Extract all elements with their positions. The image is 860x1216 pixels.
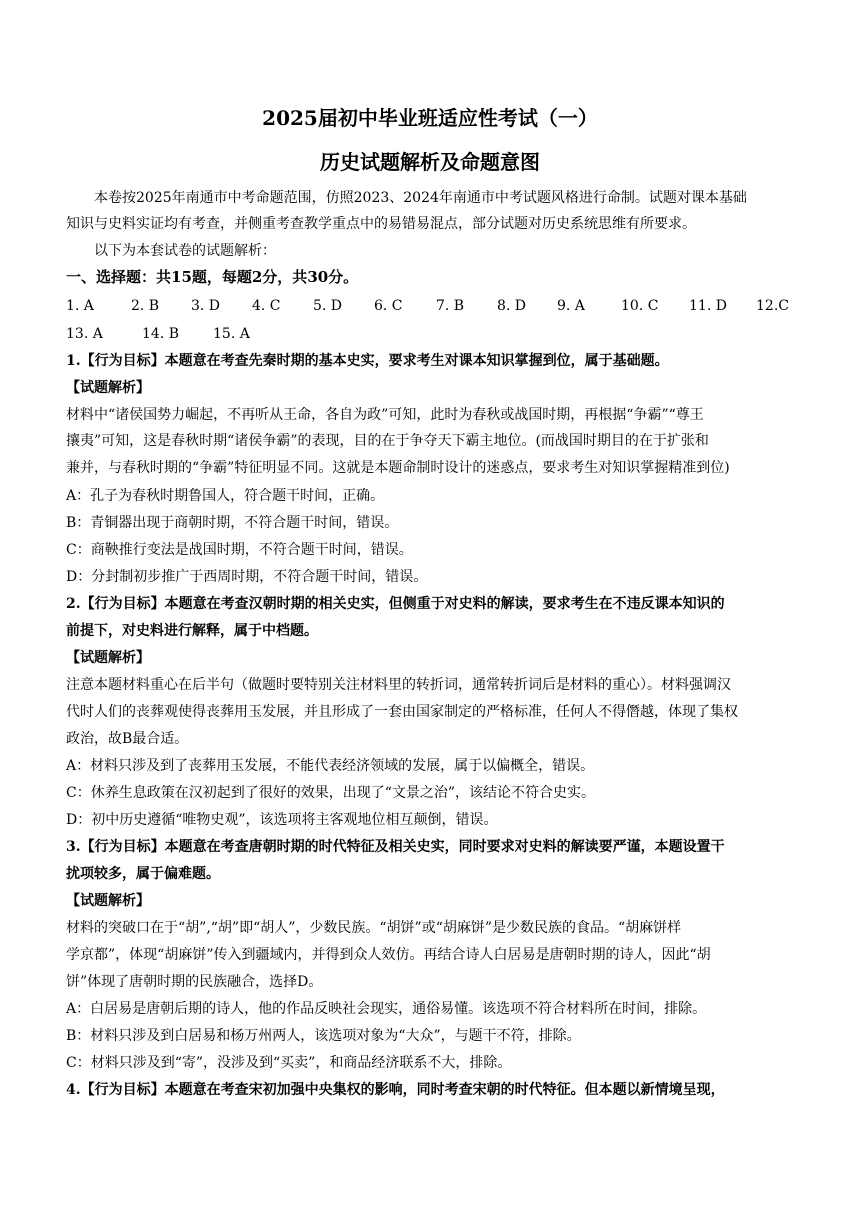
q1-analysis-heading: 【试题解析】 <box>66 380 150 396</box>
q2-option-a: A：材料只涉及到了丧葬用玉发展，不能代表经济领域的发展，属于以偏概全，错误。 <box>66 758 595 774</box>
intro-line: 以下为本套试卷的试题解析： <box>94 243 276 259</box>
answer-item: 2. B <box>131 298 160 314</box>
answer-item: 7. B <box>436 298 465 314</box>
q1-option-c: C：商鞅推行变法是战国时期，不符合题干时间，错误。 <box>66 542 413 558</box>
q2-body-line: 代时人们的丧葬观使得丧葬用玉发展，并且形成了一套由国家制定的严格标准，任何人不得僭越，体现了集权 <box>66 704 738 720</box>
q2-analysis-heading: 【试题解析】 <box>66 650 150 666</box>
answer-item: 9. A <box>557 298 585 314</box>
q1-body-line: 攘夷”可知，这是春秋时期“诸侯争霸”的表现，目的在于争夺天下霸主地位。(而战国时期目的在于扩张和 <box>66 433 709 449</box>
q3-option-c: C：材料只涉及到“寄”，没涉及到“买卖”，和商品经济联系不大，排除。 <box>66 1055 512 1071</box>
answer-item: 13. A <box>66 326 103 342</box>
q1-goal: 1.【行为目标】本题意在考查先秦时期的基本史实，要求考生对课本知识掌握到位，属于基础题。 <box>66 353 669 369</box>
intro-line: 本卷按2025年南通市中考命题范围，仿照2023、2024年南通市中考试题风格进行命制。试题对课本基础 <box>94 190 747 206</box>
q2-option-c: C：休养生息政策在汉初起到了很好的效果，出现了“文景之治”，该结论不符合史实。 <box>66 785 596 801</box>
q3-goal-line: 扰项较多，属于偏难题。 <box>66 866 220 882</box>
q2-body-line: 注意本题材料重心在后半句（做题时要特别关注材料里的转折词，通常转折词后是材料的重心）。材料强调汉 <box>66 677 731 693</box>
answer-item: 12.C <box>756 298 789 314</box>
q1-body-line: 材料中“诸侯国势力崛起，不再听从王命，各自为政”可知，此时为春秋或战国时期，再根据“争霸”“尊王 <box>66 407 704 423</box>
q2-goal-line: 2.【行为目标】本题意在考查汉朝时期的相关史实，但侧重于对史料的解读，要求考生在不违反课本知识的 <box>66 596 725 612</box>
q2-option-d: D：初中历史遵循“唯物史观”，该选项将主客观地位相互颠倒，错误。 <box>66 812 498 828</box>
q2-goal-line: 前提下，对史料进行解释，属于中档题。 <box>66 623 318 639</box>
q3-body-line: 饼”体现了唐朝时期的民族融合，选择D。 <box>66 974 323 990</box>
answer-item: 15. A <box>213 326 250 342</box>
q3-option-a: A：白居易是唐朝后期的诗人，他的作品反映社会现实，通俗易懂。该选项不符合材料所在时间，排除。 <box>66 1001 707 1017</box>
answer-item: 1. A <box>66 298 94 314</box>
page-title: 2025届初中毕业班适应性考试（一） <box>262 106 598 130</box>
q1-option-b: B：青铜器出现于商朝时期，不符合题干时间，错误。 <box>66 515 399 531</box>
q3-option-b: B：材料只涉及到白居易和杨万州两人，该选项对象为“大众”，与题干不符，排除。 <box>66 1028 581 1044</box>
q3-body-line: 材料的突破口在于“胡”,“胡”即“胡人”，少数民族。“胡饼”或“胡麻饼”是少数民族的食品。“胡麻饼样 <box>66 920 682 936</box>
q3-analysis-heading: 【试题解析】 <box>66 893 150 909</box>
answer-item: 5. D <box>313 298 343 314</box>
section-heading: 一、选择题：共15题，每题2分，共30分。 <box>66 268 359 286</box>
answer-item: 11. D <box>689 298 727 314</box>
q3-goal-line: 3.【行为目标】本题意在考查唐朝时期的时代特征及相关史实，同时要求对史料的解读要严谨，本题设置干 <box>66 839 725 855</box>
q1-option-a: A：孔子为春秋时期鲁国人，符合题干时间，正确。 <box>66 488 385 504</box>
q3-body-line: 学京都”，体现“胡麻饼”传入到疆域内，并得到众人效仿。再结合诗人白居易是唐朝时期的诗人，因此“胡 <box>66 947 711 963</box>
answer-item: 14. B <box>142 326 180 342</box>
q2-body-line: 政治，故B最合适。 <box>66 731 189 747</box>
q4-goal-line: 4.【行为目标】本题意在考查宋初加强中央集权的影响，同时考查宋朝的时代特征。但本题以新情境呈现， <box>66 1082 725 1098</box>
answer-item: 3. D <box>191 298 221 314</box>
answer-item: 4. C <box>252 298 281 314</box>
intro-line: 知识与史料实证均有考查，并侧重考查教学重点中的易错易混点，部分试题对历史系统思维有所要求。 <box>66 216 696 232</box>
answer-item: 6. C <box>374 298 403 314</box>
page-subtitle: 历史试题解析及命题意图 <box>320 150 540 174</box>
q1-option-d: D：分封制初步推广于西周时期，不符合题干时间，错误。 <box>66 569 428 585</box>
answer-item: 10. C <box>621 298 659 314</box>
answer-item: 8. D <box>497 298 527 314</box>
q1-body-line: 兼并，与春秋时期的“争霸”特征明显不同。这就是本题命制时设计的迷惑点，要求考生对知识掌握精准到位) <box>66 460 730 476</box>
